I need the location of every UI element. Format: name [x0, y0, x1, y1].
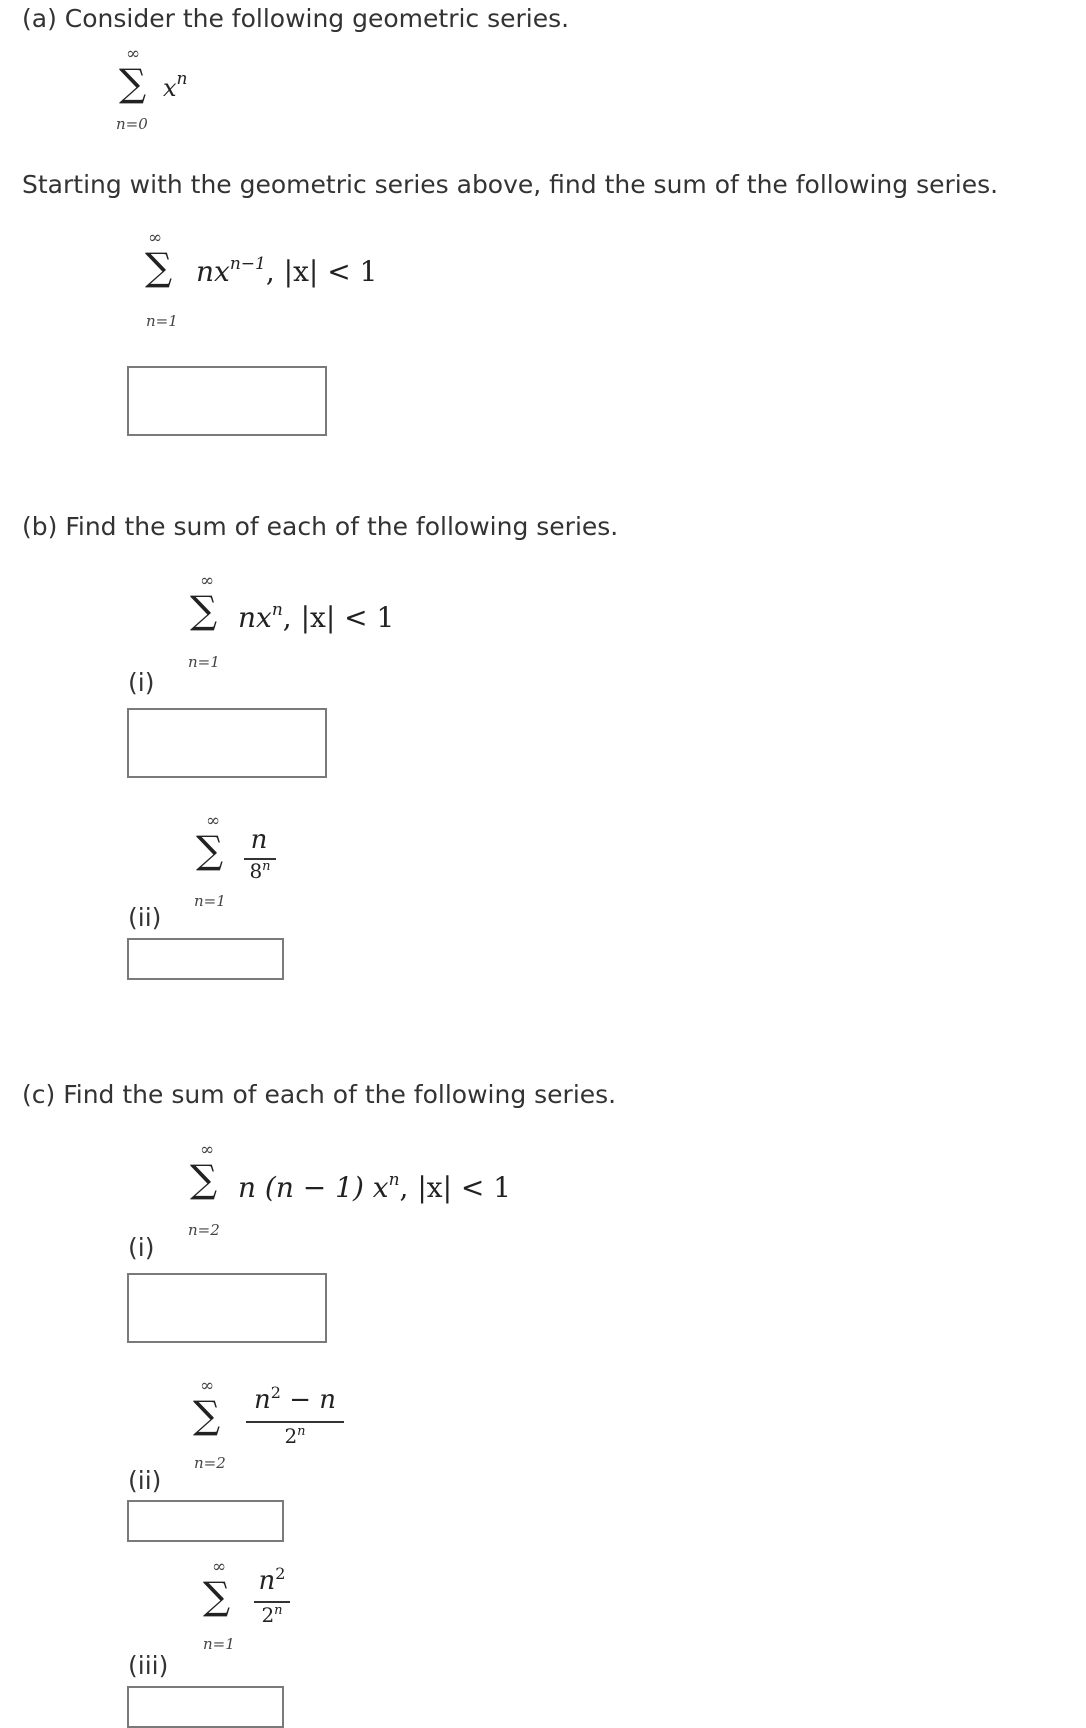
- sum-lower-limit: n=1: [146, 312, 178, 330]
- sigma-symbol: ∑: [190, 588, 218, 632]
- fraction-bar: [246, 1421, 344, 1423]
- part-c-ii-label: (ii): [128, 1466, 162, 1495]
- part-b-i-label: (i): [128, 668, 155, 697]
- sum-lower-limit: n=2: [194, 1454, 226, 1472]
- sum-upper-limit: ∞: [200, 571, 215, 591]
- sum-upper-limit: ∞: [200, 1140, 215, 1160]
- answer-input-c-i[interactable]: [127, 1273, 327, 1343]
- sum-lower-limit: n=0: [116, 115, 148, 133]
- fraction-numerator: $n^2$: [258, 1564, 286, 1596]
- part-b-heading: (b) Find the sum of each of the following series.: [22, 512, 619, 541]
- sum-upper-limit: ∞: [212, 1557, 227, 1577]
- sum-upper-limit: ∞: [126, 44, 141, 64]
- sigma-symbol: ∑: [196, 828, 224, 872]
- sigma-symbol: ∑: [193, 1393, 221, 1437]
- part-c-heading: (c) Find the sum of each of the following series.: [22, 1080, 617, 1109]
- series-term: $nx^{n-1}$, |x| < 1: [196, 254, 378, 288]
- sum-upper-limit: ∞: [148, 228, 163, 248]
- part-a-instruction: Starting with the geometric series above, find the sum of the following series.: [22, 170, 999, 199]
- series-term: n (n − 1) $x^n$, |x| < 1: [238, 1170, 512, 1204]
- answer-input-c-iii[interactable]: [127, 1686, 284, 1728]
- fraction-numerator: n: [250, 825, 268, 855]
- fraction-numerator: $n^2 - n$: [254, 1383, 336, 1415]
- sum-upper-limit: ∞: [206, 811, 221, 831]
- fraction-denominator: 2$^n$: [261, 1603, 283, 1627]
- series-term: $nx^n$, |x| < 1: [238, 600, 395, 634]
- series-term: $x^n$: [163, 69, 188, 102]
- part-c-iii-label: (iii): [128, 1651, 169, 1680]
- sum-upper-limit: ∞: [200, 1376, 215, 1396]
- sigma-symbol: ∑: [119, 61, 147, 105]
- sum-lower-limit: n=1: [188, 653, 220, 671]
- fraction-denominator: 8$^n$: [249, 859, 271, 883]
- part-c-i-label: (i): [128, 1233, 155, 1262]
- answer-input-c-ii[interactable]: [127, 1500, 284, 1542]
- sigma-symbol: ∑: [145, 245, 173, 289]
- answer-input-b-i[interactable]: [127, 708, 327, 778]
- sum-lower-limit: n=1: [194, 892, 226, 910]
- sum-lower-limit: n=2: [188, 1221, 220, 1239]
- sigma-symbol: ∑: [190, 1157, 218, 1201]
- answer-input-a[interactable]: [127, 366, 327, 436]
- part-a-heading: (a) Consider the following geometric series.: [22, 4, 570, 33]
- sum-lower-limit: n=1: [203, 1635, 235, 1653]
- answer-input-b-ii[interactable]: [127, 938, 284, 980]
- part-b-ii-label: (ii): [128, 903, 162, 932]
- sigma-symbol: ∑: [203, 1574, 231, 1618]
- fraction-denominator: 2$^n$: [284, 1424, 306, 1448]
